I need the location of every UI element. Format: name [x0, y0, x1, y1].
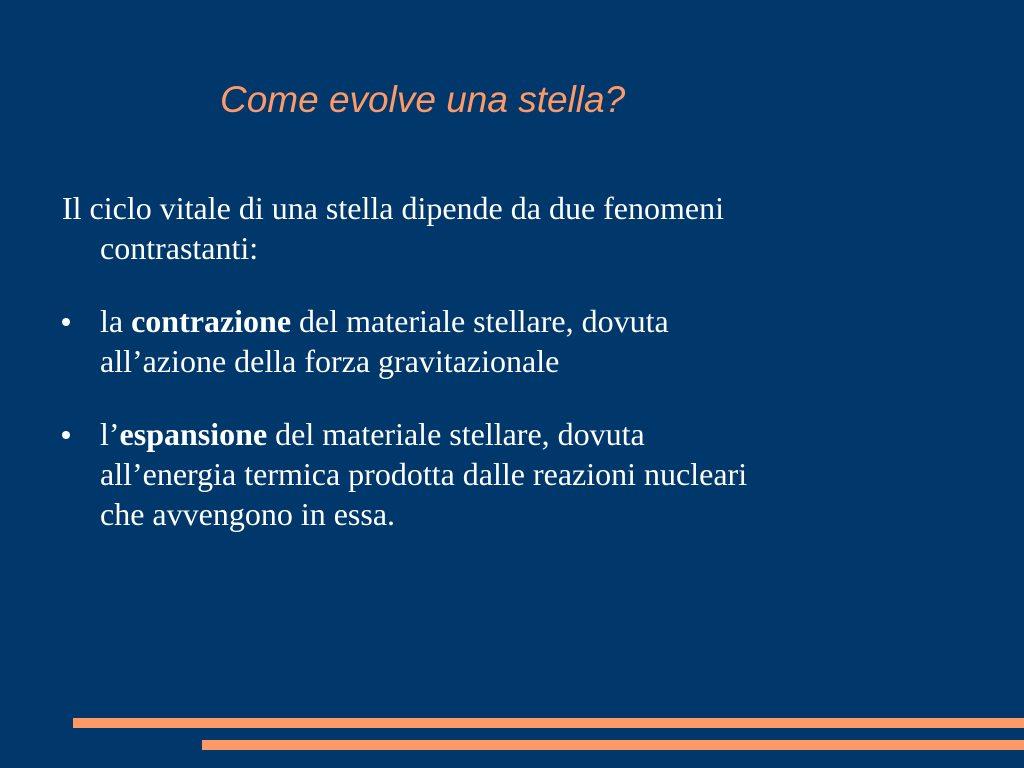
- bullet-2-suffix: del materiale stellare, dovuta: [267, 416, 645, 452]
- bullet-1-line-1: [100, 301, 962, 341]
- bullet-1-keyword: contrazione: [131, 303, 292, 339]
- intro-line-1: Il ciclo vitale di una stella dipende da due fenomeni: [62, 190, 724, 226]
- intro-paragraph: [62, 188, 962, 268]
- bullet-dot-icon: [62, 318, 70, 326]
- bullet-2-line-3: che avvengono in essa.: [100, 496, 396, 532]
- slide-body: [62, 188, 962, 534]
- bullet-item-espansione: [62, 414, 962, 534]
- bullet-2-line-2: all’energia termica prodotta dalle reazioni nucleari: [100, 456, 748, 492]
- bullet-1-suffix: del materiale stellare, dovuta: [291, 303, 669, 339]
- bullet-1-prefix: la: [100, 303, 132, 339]
- intro-line-2: contrastanti:: [100, 230, 259, 266]
- bullet-list: [62, 301, 962, 534]
- bullet-1-line-2: all’azione della forza gravitazionale: [100, 343, 560, 379]
- bullet-item-contrazione: [62, 301, 962, 381]
- bullet-dot-icon: [62, 431, 70, 439]
- slide-title: Come evolve una stella?: [220, 79, 626, 120]
- bullet-2-prefix: l’: [100, 416, 120, 452]
- bullet-2-keyword: espansione: [119, 416, 268, 452]
- bullet-2-line-1: [100, 414, 962, 454]
- decorative-bar-top: [73, 718, 1024, 728]
- decorative-bar-bottom: [202, 740, 1024, 750]
